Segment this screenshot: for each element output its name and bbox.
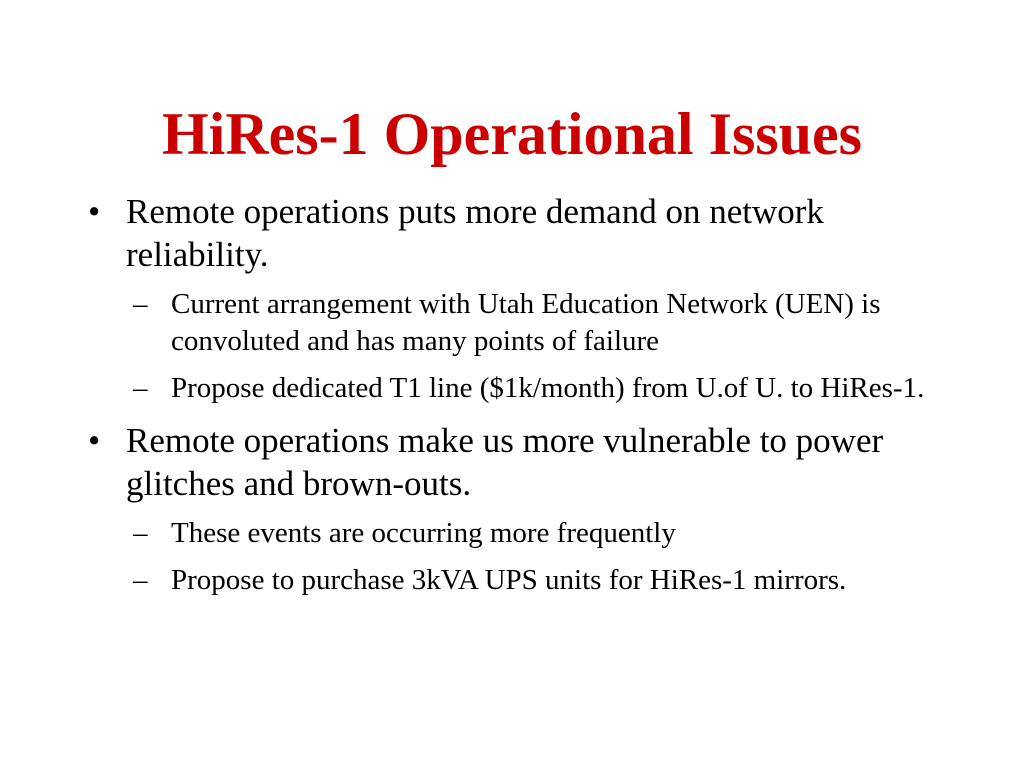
bullet-marker: • [88, 421, 101, 460]
sub-bullet-text: Current arrangement with Utah Education Network (UEN) is convoluted and has many points of failure [171, 288, 881, 357]
sub-bullet-text: Propose dedicated T1 line ($1k/month) from U.of U. to HiRes-1. [171, 372, 925, 404]
sub-bullet-item [133, 515, 948, 552]
sub-bullet-text: These events are occurring more frequently [171, 517, 676, 549]
bullet-marker: • [88, 192, 101, 231]
sub-bullet-marker: – [133, 372, 148, 404]
sub-bullet-text: Propose to purchase 3kVA UPS units for HiRes-1 mirrors. [171, 564, 847, 596]
sub-bullet-marker: – [133, 288, 148, 320]
sub-bullet-marker: – [133, 517, 148, 549]
bullet-item [88, 419, 948, 505]
bullet-list [88, 190, 948, 599]
slide-title: HiRes-1 Operational Issues [161, 101, 863, 167]
bullet-text: Remote operations make us more vulnerable to power glitches and brown-outs. [126, 421, 884, 503]
sub-bullet-item [133, 286, 948, 360]
bullet-text: Remote operations puts more demand on network reliability. [126, 192, 824, 274]
sub-bullet-item [133, 370, 948, 407]
sub-bullet-item [133, 562, 948, 599]
bullet-item [88, 190, 948, 276]
sub-bullet-marker: – [133, 564, 148, 596]
